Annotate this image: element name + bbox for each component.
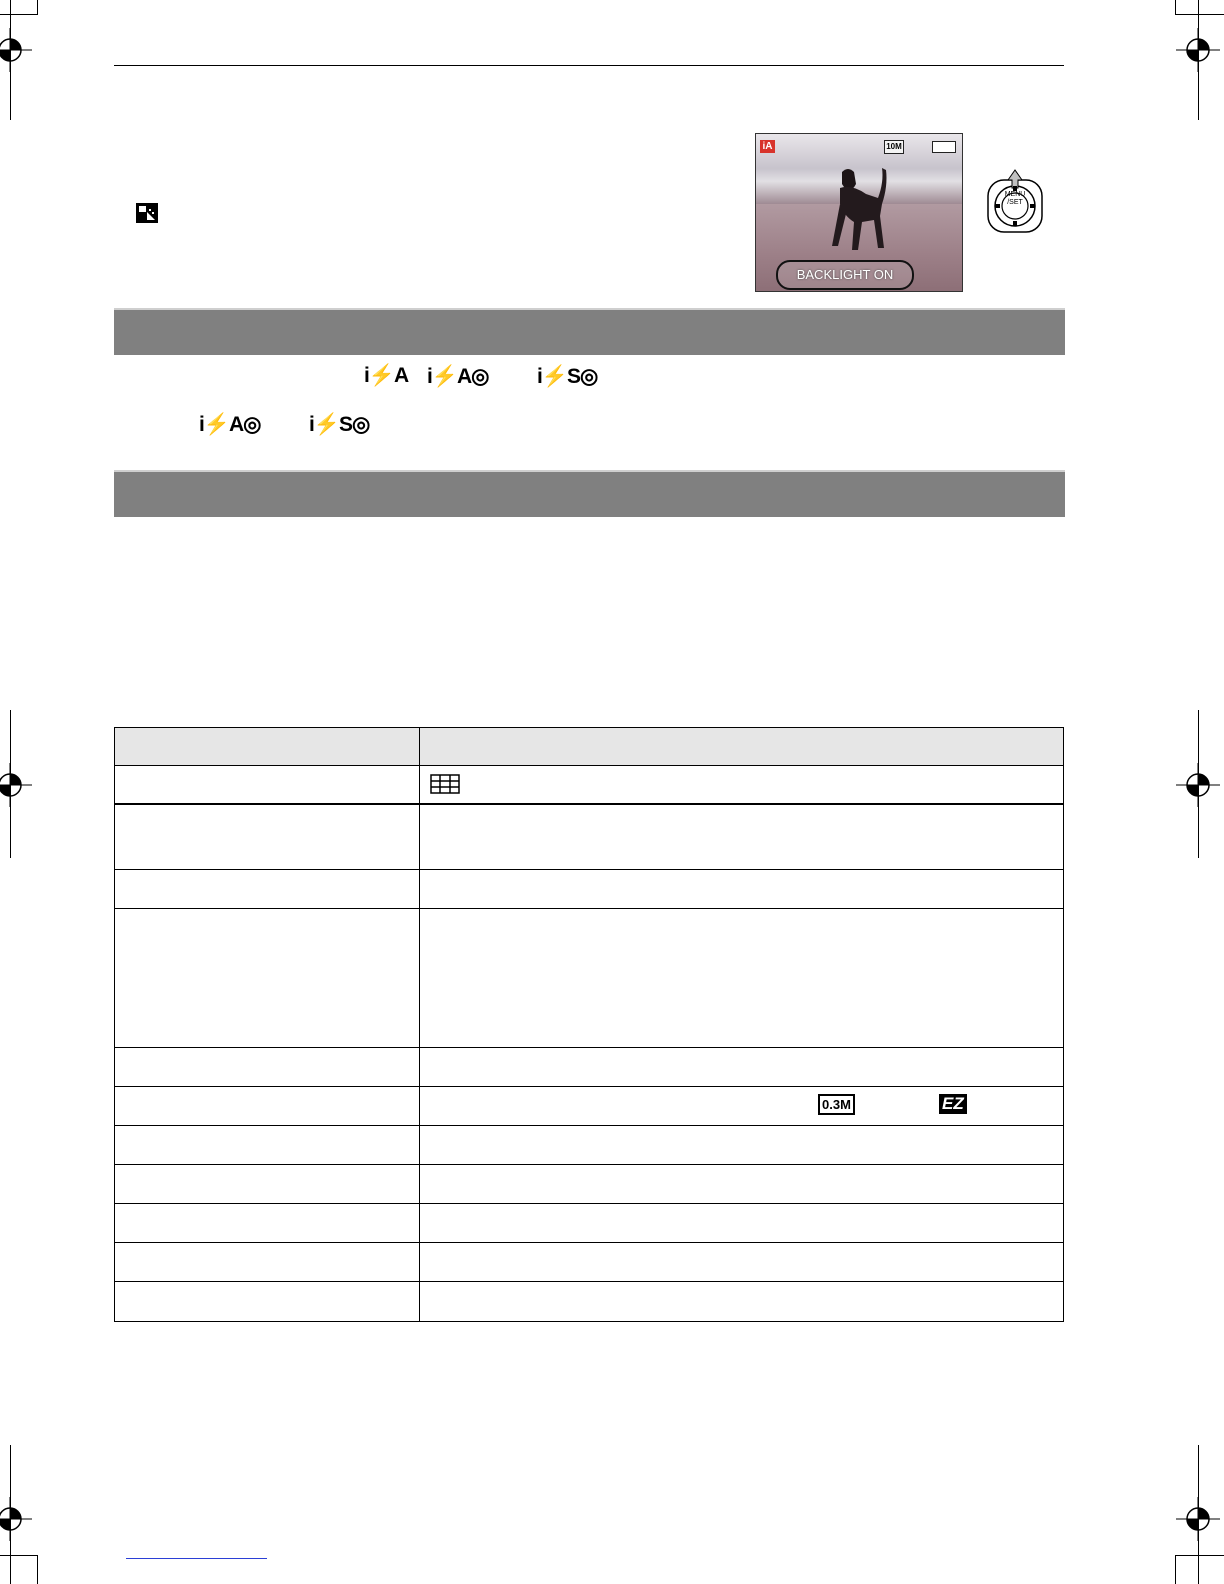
header-rule: [114, 65, 1064, 66]
registration-line: [10, 710, 11, 858]
flash-slow-redeye-icon: i⚡S◎: [537, 365, 598, 388]
table-cell: [115, 1087, 420, 1126]
table-cell: [420, 1243, 1064, 1282]
registration-line: [10, 1445, 11, 1584]
flash-auto-redeye-icon: i⚡A◎: [199, 413, 261, 436]
table-cell: [420, 1126, 1064, 1165]
crop-mark: [1175, 1555, 1176, 1584]
table-cell: [420, 766, 1064, 804]
table-row: [115, 1204, 1064, 1243]
registration-line: [10, 0, 11, 120]
battery-icon: [932, 141, 956, 153]
extended-zoom-icon: EZ: [939, 1094, 967, 1114]
flash-auto-redeye-icon: i⚡A◎: [427, 365, 489, 388]
table-cell: [420, 1204, 1064, 1243]
table-cell: [420, 870, 1064, 909]
crop-mark: [0, 14, 37, 15]
table-cell: [115, 1204, 420, 1243]
backlight-icon: [136, 203, 158, 223]
backlight-on-indicator: BACKLIGHT ON: [776, 260, 914, 290]
table-row: [115, 870, 1064, 909]
table-cell: [420, 804, 1064, 870]
registration-line: [1198, 1445, 1199, 1584]
crop-mark: [1175, 1555, 1224, 1556]
settings-table: [114, 727, 1064, 1322]
flash-auto-icon: i⚡A: [364, 364, 409, 387]
dial-label-menu: MENU: [1004, 191, 1026, 198]
footer-link[interactable]: [126, 1558, 267, 1559]
table-cell: [115, 804, 420, 870]
flash-slow-redeye-icon: i⚡S◎: [309, 413, 370, 436]
crop-mark: [0, 1555, 37, 1556]
table-cell: [115, 1282, 420, 1322]
table-cell: [115, 909, 420, 1048]
crop-mark: [37, 1555, 38, 1584]
table-row: [115, 909, 1064, 1048]
crop-mark: [1175, 14, 1224, 15]
camera-lcd-preview: [755, 133, 963, 292]
table-row: [115, 1282, 1064, 1322]
table-row: [115, 1165, 1064, 1204]
table-cell: [420, 728, 1064, 766]
registration-mark-icon: [0, 28, 32, 72]
table-cell: [115, 1048, 420, 1087]
table-cell: [115, 728, 420, 766]
dog-silhouette: [822, 164, 892, 256]
table-cell: [420, 1165, 1064, 1204]
table-cell: [115, 1243, 420, 1282]
grid-icon: [430, 774, 460, 794]
table-cell: [115, 1126, 420, 1165]
table-cell: [420, 1282, 1064, 1322]
table-cell: [115, 870, 420, 909]
intelligent-auto-icon: iA: [760, 140, 775, 153]
table-row: [115, 1126, 1064, 1165]
crop-mark: [37, 0, 38, 15]
table-cell: [420, 909, 1064, 1048]
table-row: [115, 1243, 1064, 1282]
registration-mark-icon: [0, 1497, 32, 1541]
table-row: [115, 804, 1064, 870]
table-header-row: [115, 728, 1064, 766]
table-row: [115, 1087, 1064, 1126]
table-row: [115, 1048, 1064, 1087]
registration-mark-icon: [0, 763, 32, 807]
crop-mark: [1175, 0, 1176, 15]
dial-label-set: /SET: [1007, 199, 1023, 206]
table-cell: [115, 1165, 420, 1204]
section-heading-band: [114, 470, 1065, 517]
table-row: [115, 766, 1064, 804]
registration-line: [1198, 710, 1199, 858]
table-cell: [115, 766, 420, 804]
section-heading-band: [114, 308, 1065, 355]
table-cell: [420, 1048, 1064, 1087]
registration-line: [1198, 0, 1199, 120]
resolution-0-3m-icon: 0.3M: [818, 1094, 855, 1115]
resolution-icon: 10M: [884, 140, 904, 154]
table-cell: [420, 1087, 1064, 1126]
